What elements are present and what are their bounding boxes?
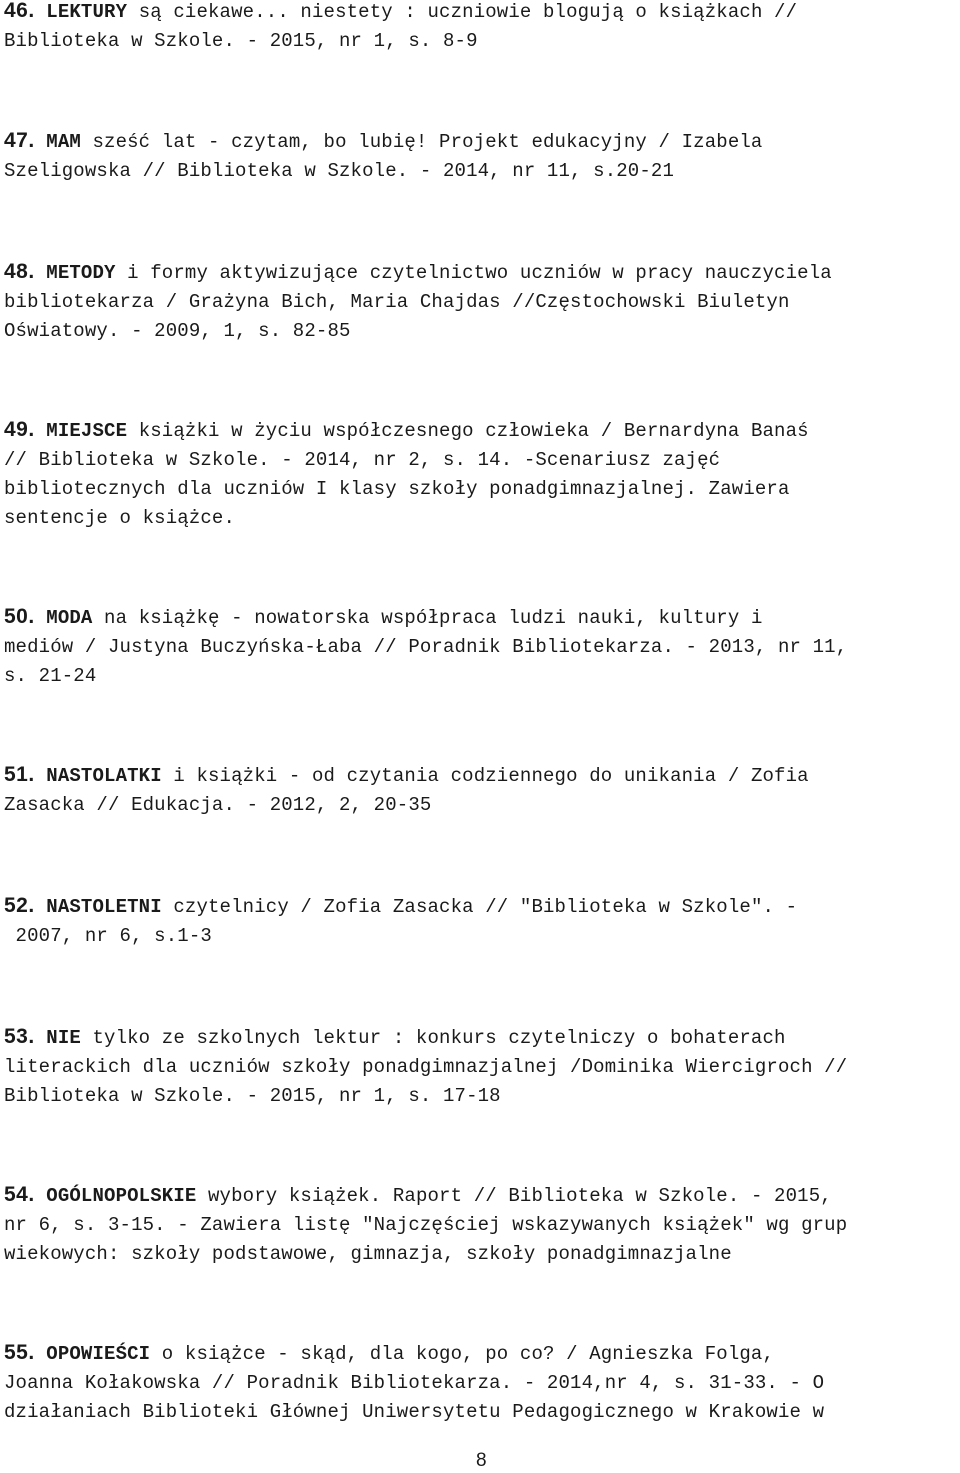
entry-line: mediów / Justyna Buczyńska-Łaba // Poradnik Bibliotekarza. - 2013, nr 11, [4, 636, 848, 658]
entry-keyword: MAM [46, 131, 81, 153]
entry-text: tylko ze szkolnych lektur : konkurs czytelniczy o bohaterach [80, 1027, 786, 1049]
entry-line: Biblioteka w Szkole. - 2015, nr 1, s. 17-18 [4, 1085, 501, 1107]
entry-keyword: NASTOLATKI [46, 765, 162, 787]
entry-line: // Biblioteka w Szkole. - 2014, nr 2, s. 14. -Scenariusz zajęć [4, 449, 721, 471]
entry-line: 2007, nr 6, s.1-3 [4, 925, 212, 947]
bibliography-entry-52 [4, 891, 956, 951]
bibliography-entry-51 [4, 760, 956, 820]
entry-line: literackich dla uczniów szkoły ponadgimnazjalnej /Dominika Wiercigroch // [4, 1056, 848, 1078]
entry-text: czytelnicy / Zofia Zasacka // "Biblioteka w Szkole". - [161, 896, 798, 918]
entry-number: 50. [4, 605, 35, 628]
entry-first-line [4, 1180, 956, 1211]
entry-first-line [4, 760, 956, 791]
entry-line: sentencje o książce. [4, 507, 236, 529]
entry-text: i formy aktywizujące czytelnictwo uczniów w pracy nauczyciela [115, 262, 832, 284]
entry-number: 53. [4, 1025, 35, 1048]
entry-keyword: LEKTURY [46, 1, 128, 23]
entry-text: o książce - skąd, dla kogo, po co? / Agnieszka Folga, [150, 1343, 775, 1365]
bibliography-entry-47 [4, 126, 956, 186]
entry-text: wybory książek. Raport // Biblioteka w Szkole. - 2015, [196, 1185, 832, 1207]
bibliography-entry-49 [4, 415, 956, 533]
entry-line: Oświatowy. - 2009, 1, s. 82-85 [4, 320, 351, 342]
entry-number: 54. [4, 1183, 35, 1206]
entry-text: sześć lat - czytam, bo lubię! Projekt edukacyjny / Izabela [80, 131, 763, 153]
entry-text: są ciekawe... niestety : uczniowie blogują o książkach // [127, 1, 798, 23]
entry-number: 46. [4, 0, 35, 22]
bibliography-entry-48 [4, 257, 956, 346]
entry-number: 51. [4, 763, 35, 786]
bibliography-entry-54 [4, 1180, 956, 1269]
entry-text: książki w życiu współczesnego człowieka / Bernardyna Banaś [127, 420, 809, 442]
entry-keyword: MIEJSCE [46, 420, 128, 442]
bibliography-entry-53 [4, 1022, 956, 1111]
bibliography-entry-46 [4, 0, 956, 56]
entry-line: s. 21-24 [4, 665, 97, 687]
entry-line: Biblioteka w Szkole. - 2015, nr 1, s. 8-9 [4, 30, 478, 52]
entry-line: nr 6, s. 3-15. - Zawiera listę "Najczęściej wskazywanych książek" wg grup [4, 1214, 848, 1236]
entry-number: 55. [4, 1341, 35, 1364]
entry-line: Zasacka // Edukacja. - 2012, 2, 20-35 [4, 794, 432, 816]
entry-first-line [4, 126, 956, 157]
bibliography-entry-50 [4, 602, 956, 691]
entry-line: bibliotecznych dla uczniów I klasy szkoły ponadgimnazjalnej. Zawiera [4, 478, 790, 500]
entry-keyword: OGÓLNOPOLSKIE [46, 1185, 197, 1207]
entry-line: działaniach Biblioteki Głównej Uniwersytetu Pedagogicznego w Krakowie w [4, 1401, 825, 1423]
entry-first-line [4, 415, 956, 446]
entry-number: 48. [4, 260, 35, 283]
bibliography-entry-55 [4, 1338, 956, 1427]
entry-keyword: NASTOLETNI [46, 896, 162, 918]
entry-first-line [4, 1022, 956, 1053]
entry-number: 49. [4, 418, 35, 441]
entry-line: Joanna Kołakowska // Poradnik Bibliotekarza. - 2014,nr 4, s. 31-33. - O [4, 1372, 825, 1394]
entry-first-line [4, 602, 956, 633]
entry-line: Szeligowska // Biblioteka w Szkole. - 2014, nr 11, s.20-21 [4, 160, 675, 182]
entry-line: bibliotekarza / Grażyna Bich, Maria Chajdas //Częstochowski Biuletyn [4, 291, 790, 313]
entry-keyword: NIE [46, 1027, 81, 1049]
entry-line: wiekowych: szkoły podstawowe, gimnazja, szkoły ponadgimnazjalne [4, 1243, 732, 1265]
entry-keyword: METODY [46, 262, 116, 284]
entry-first-line [4, 257, 956, 288]
entry-keyword: OPOWIEŚCI [46, 1343, 151, 1365]
entry-first-line [4, 0, 956, 27]
entry-text: na książkę - nowatorska współpraca ludzi nauki, kultury i [92, 607, 763, 629]
entry-text: i książki - od czytania codziennego do unikania / Zofia [161, 765, 809, 787]
entry-number: 52. [4, 894, 35, 917]
entry-first-line [4, 1338, 956, 1369]
page-number: 8 [476, 1450, 487, 1471]
entry-keyword: MODA [46, 607, 93, 629]
entry-first-line [4, 891, 956, 922]
entry-number: 47. [4, 129, 35, 152]
